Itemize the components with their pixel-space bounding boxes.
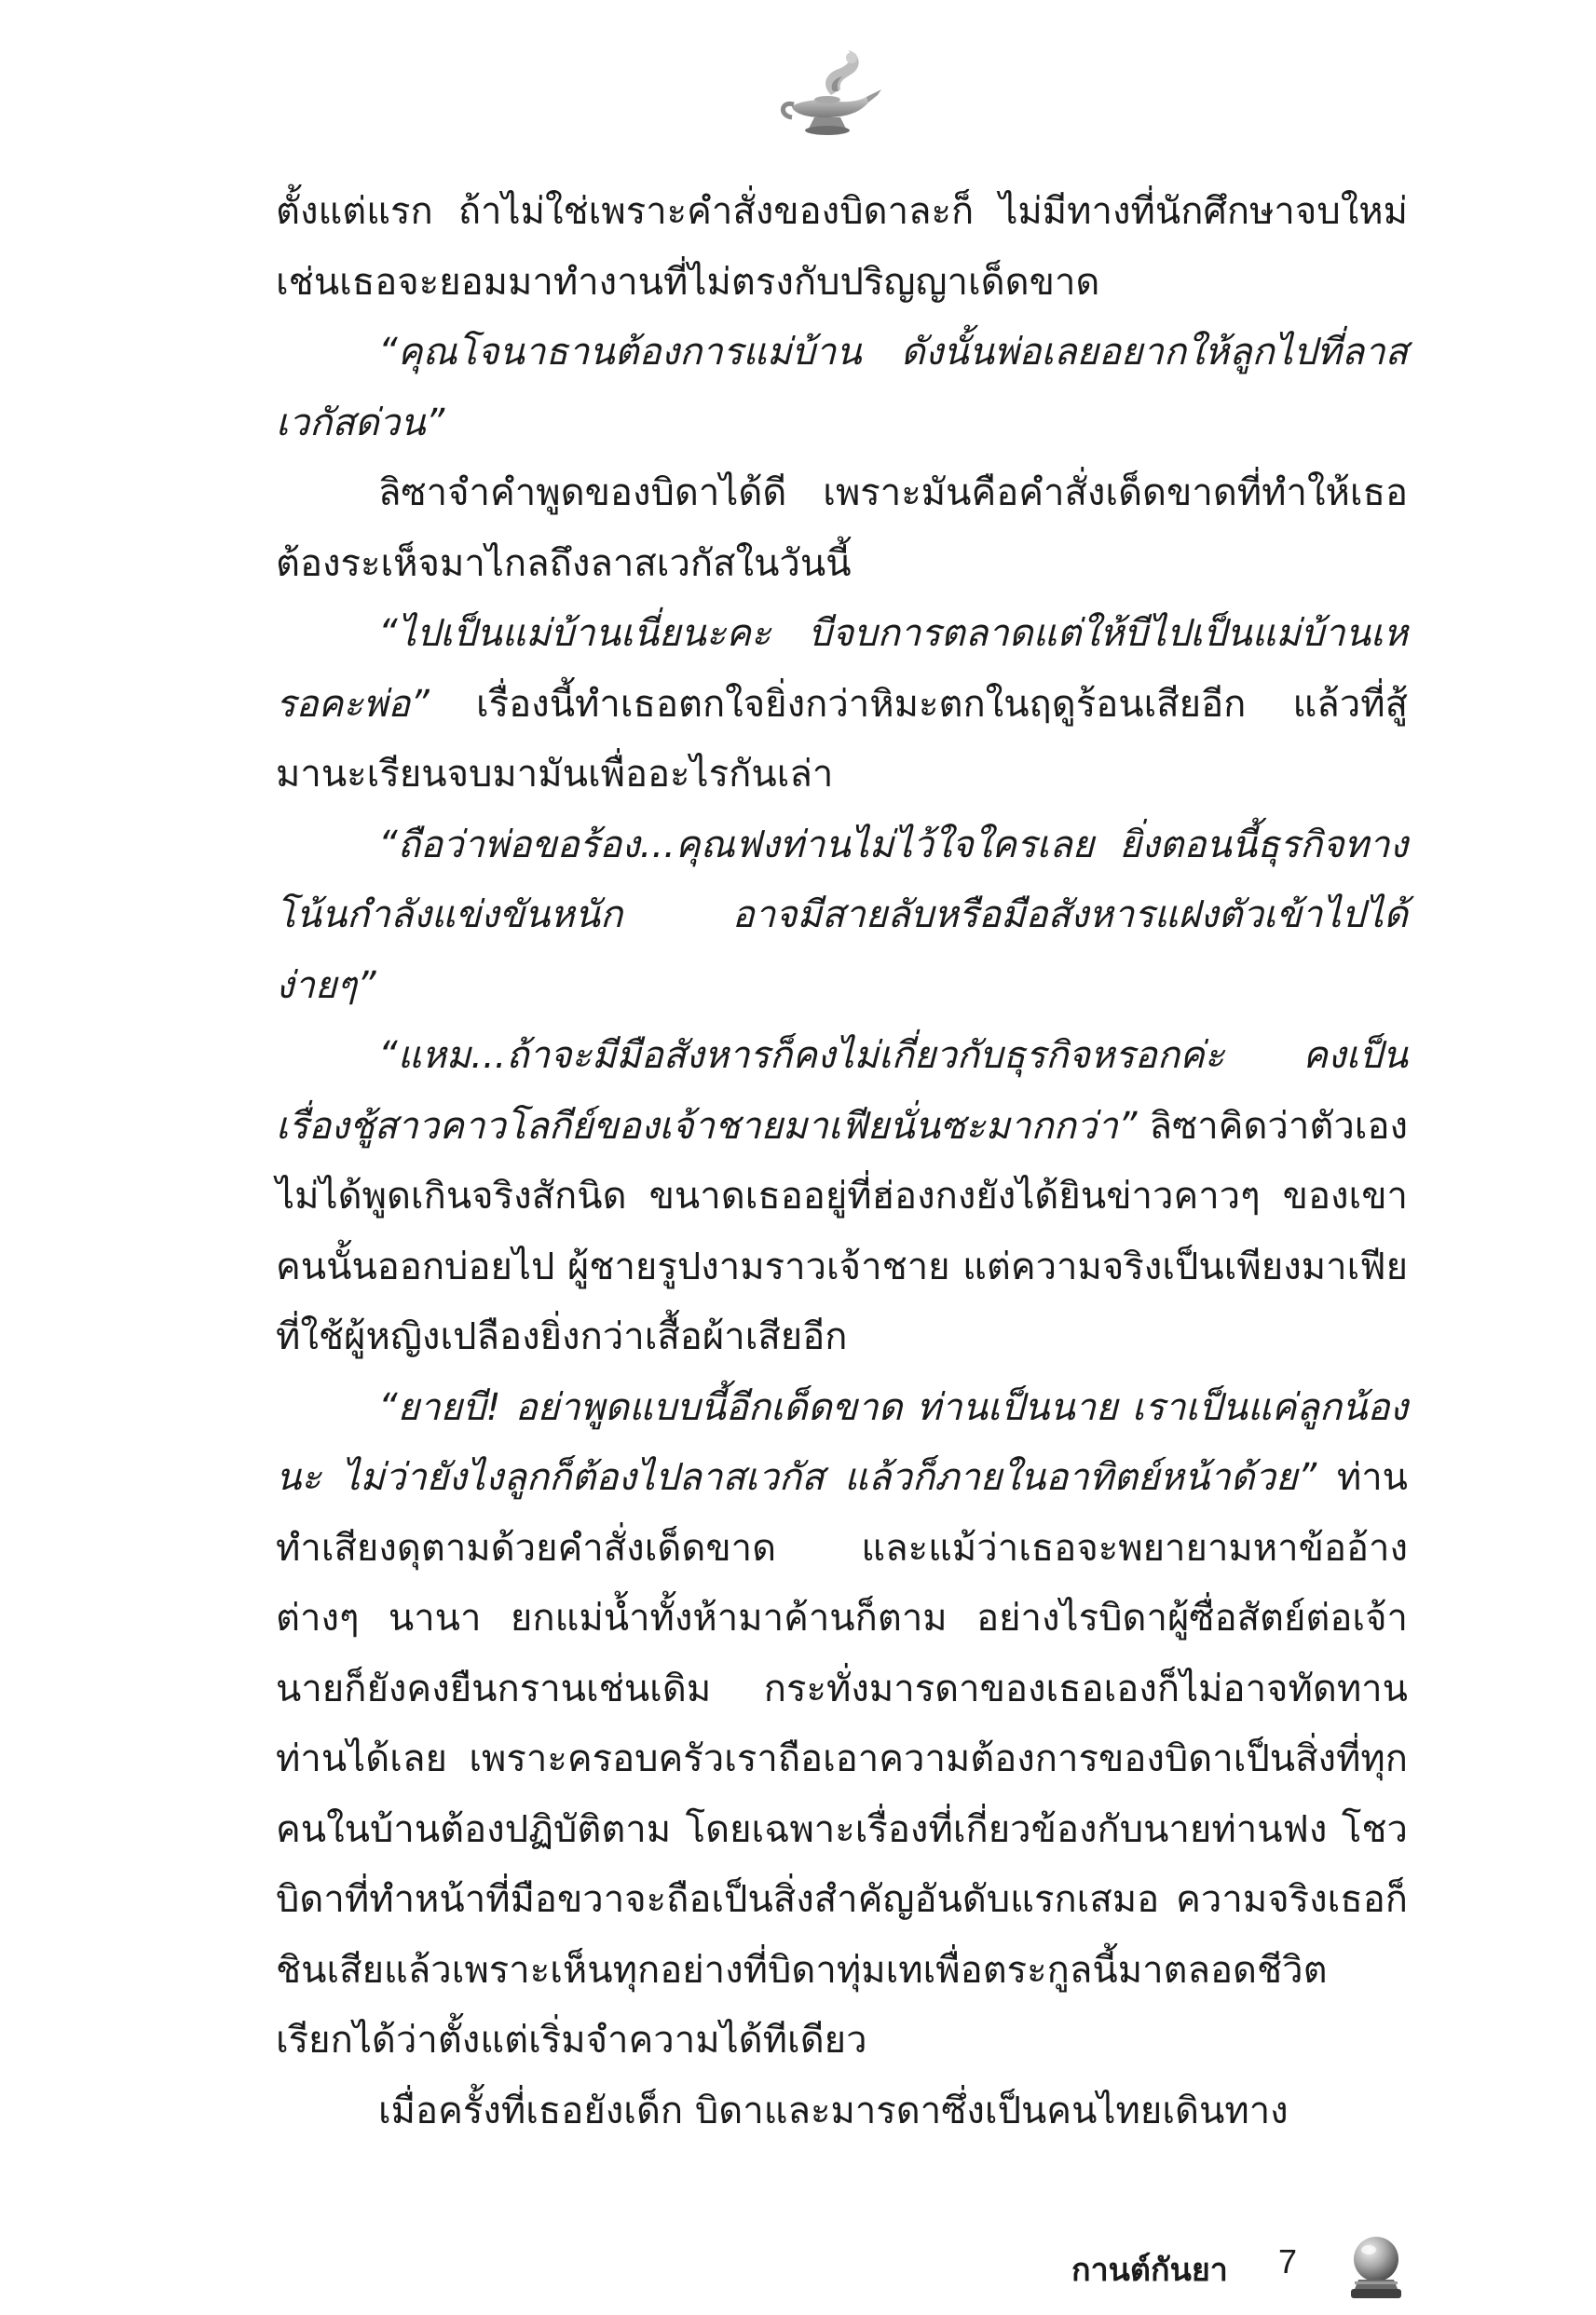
crystal-ball-icon [1344,2231,1409,2306]
paragraph-5 [276,810,1408,1022]
narration: เรื่องนี้ทำเธอตกใจยิ่งกว่าหิมะตกในฤดูร้อนเสียอีก แล้วที่สู้มานะเรียนจบมามันเพื่ออะไรกันเล่า [276,682,1408,796]
page-footer [1071,2231,1425,2315]
dialogue-quote: “คุณโจนาธานต้องการแม่บ้าน ดังนั้นพ่อเลยอยากให้ลูกไปที่ลาสเวกัสด่วน” [276,331,1408,444]
chapter-body [276,177,1408,2146]
narration: ลิซาคิดว่าตัวเองไม่ได้พูดเกินจริงสักนิด ขนาดเธออยู่ที่ฮ่องกงยังได้ยินข่าวคาวๆ ของเขาคนนั้นออกบ่อยไป ผู้ชายรูปงามราวเจ้าชาย แต่ความจริงเป็นเพียงมาเฟียที่ใช้ผู้หญิงเปลืองยิ่งกว่าเสื้อผ้าเสียอีก [276,1104,1408,1358]
book-title: กานต์กันยา [1071,2252,1228,2289]
dialogue-quote: “ถือว่าพ่อขอร้อง...คุณฟงท่านไม่ไว้ใจใครเลย ยิ่งตอนนี้ธุรกิจทางโน้นกำลังแข่งขันหนัก อาจมีสายลับหรือมือสังหารแฝงตัวเข้าไปได้ง่ายๆ” [276,823,1408,1007]
paragraph-2 [276,318,1408,458]
paragraph-8: เมื่อครั้งที่เธอยังเด็ก บิดาและมารดาซึ่งเป็นคนไทยเดินทาง [378,2089,1289,2132]
genie-lamp-icon [773,47,885,149]
paragraph-7 [276,1373,1408,2077]
narration: ท่านทำเสียงดุตามด้วยคำสั่งเด็ดขาด และแม้ว่าเธอจะพยายามหาข้ออ้างต่างๆ นานา ยกแม่น้ำทั้งห้ามาค้านก็ตาม อย่างไรบิดาผู้ซื่อสัตย์ต่อเจ้านายก็ยังคงยืนกรานเช่นเดิม กระทั่งมารดาของเธอเองก็ไม่อาจทัดทานท่านได้เลย เพราะครอบครัวเราถือเอาความต้องการของบิดาเป็นสิ่งที่ทุกคนในบ้านต้องปฏิบัติตาม โดยเฉพาะเรื่องที่เกี่ยวข้องกับนายท่านฟง โชว บิดาที่ทำหน้าที่มือขวาจะถือเป็นสิ่งสำคัญอันดับแรกเสมอ ความจริงเธอก็ชินเสียแล้วเพราะเห็นทุกอย่างที่บิดาทุ่มเทเพื่อตระกูลนี้มาตลอดชีวิต เรียกได้ว่าตั้งแต่เริ่มจำความได้ทีเดียว [276,1456,1408,2062]
page-number: 7 [1278,2242,1298,2281]
paragraph-3: ลิซาจำคำพูดของบิดาได้ดี เพราะมันคือคำสั่งเด็ดขาดที่ทำให้เธอต้องระเห็จมาไกลถึงลาสเวกัสในวันนี้ [276,471,1408,585]
dialogue-quote: “แหม...ถ้าจะมีมือสังหารก็คงไม่เกี่ยวกับธุรกิจหรอกค่ะ คงเป็นเรื่องชู้สาวคาวโลกีย์ของเจ้าชายมาเฟียนั่นซะมากกว่า” [276,1034,1408,1148]
dialogue-quote: “ไปเป็นแม่บ้านเนี่ยนะคะ บีจบการตลาดแต่ให้บีไปเป็นแม่บ้านเหรอคะพ่อ” [276,612,1408,726]
paragraph-6 [276,1021,1408,1373]
paragraph-4 [276,599,1408,810]
paragraph-1: ตั้งแต่แรก ถ้าไม่ใช่เพราะคำสั่งของบิดาละก็ ไม่มีทางที่นักศึกษาจบใหม่เช่นเธอจะยอมมาทำงานที่ไม่ตรงกับปริญญาเด็ดขาด [276,190,1408,304]
dialogue-quote: “ยายบี! อย่าพูดแบบนี้อีกเด็ดขาด ท่านเป็นนาย เราเป็นแค่ลูกน้องนะ ไม่ว่ายังไงลูกก็ต้องไปลาสเวกัส แล้วก็ภายในอาทิตย์หน้าด้วย” [276,1385,1408,1499]
